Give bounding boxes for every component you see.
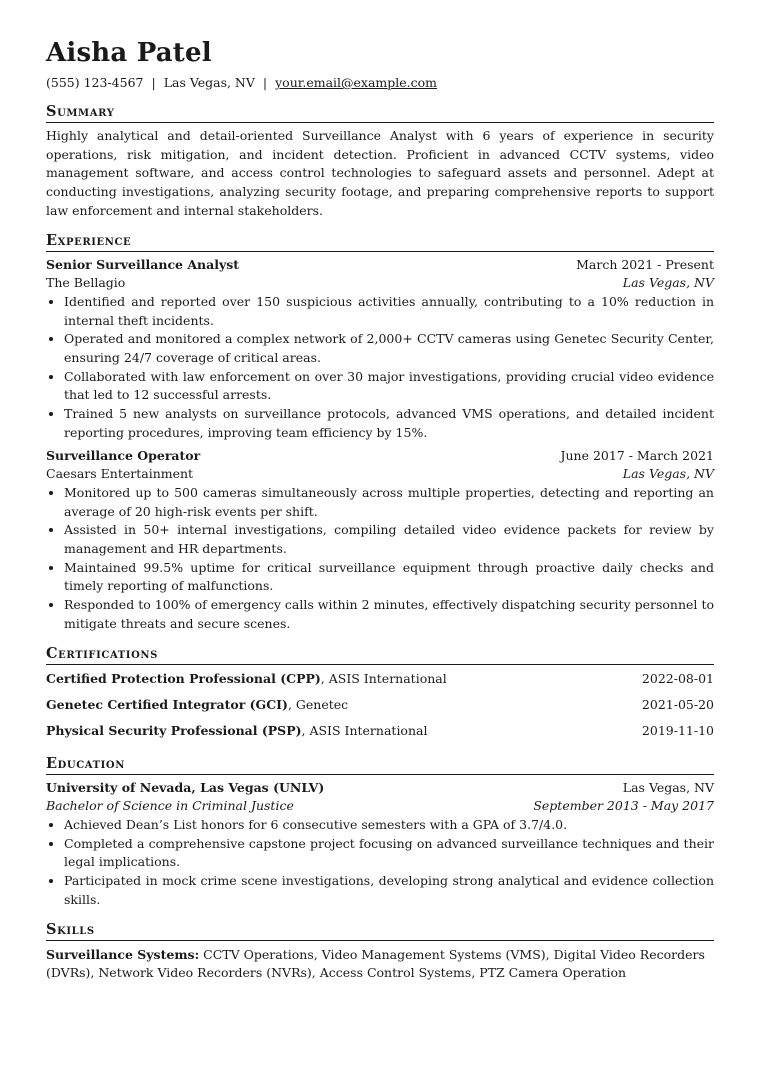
bullet-item: • Maintained 99.5% uptime for critical surveillance equipment through proactive daily checks and timely reporting of malfunctions. (64, 559, 714, 596)
summary-text: Highly analytical and detail-oriented Surveillance Analyst with 6 years of experience in security operations, risk mitigation, and incident detection. Proficient in advanced CCTV systems, video management software, and access control technologies to safeguard assets and personnel. Adept at conducting investigations, analyzing security footage, and preparing comprehensive reports to support law enforcement and internal stakeholders. (46, 128, 714, 218)
job-subheader (46, 465, 714, 484)
job-bullets (46, 484, 714, 634)
certification-date: 2019-11-10 (641, 722, 714, 738)
bullet-item: • Trained 5 new analysts on surveillance protocols, advanced VMS operations, and detailed incident reporting procedures, improving team efficiency by 15%. (64, 405, 714, 442)
job-bullets (46, 293, 714, 443)
job-dates: March 2021 - Present (576, 256, 714, 272)
job-role: Surveillance Operator (46, 447, 201, 463)
job-role: Senior Surveillance Analyst (46, 256, 240, 272)
section-title-skills: Skills (46, 920, 714, 941)
job-location: Las Vegas, NV (622, 275, 714, 291)
job-location: Las Vegas, NV (622, 466, 714, 482)
job-entry (46, 256, 714, 443)
certification-name: Physical Security Professional (PSP) (46, 722, 302, 738)
job-entry (46, 447, 714, 634)
job-company: The Bellagio (46, 275, 126, 291)
bullet-item: • Assisted in 50+ internal investigations, compiling detailed video evidence packets for review by management and HR departments. (64, 521, 714, 558)
phone-number: (555) 123-4567 (46, 75, 144, 90)
school-location: Las Vegas, NV (622, 779, 714, 795)
certification-date: 2022-08-01 (641, 670, 714, 686)
job-company: Caesars Entertainment (46, 466, 194, 482)
bullet-item: • Achieved Dean’s List honors for 6 consecutive semesters with a GPA of 3.7/4.0. (64, 816, 714, 835)
skills-line (46, 946, 714, 983)
section-title-certifications: Certifications (46, 644, 714, 665)
education-bullets (46, 816, 714, 910)
section-title-education: Education (46, 754, 714, 775)
candidate-name: Aisha Patel (46, 38, 212, 68)
bullet-item: • Collaborated with law enforcement on over 30 major investigations, providing crucial video evidence that led to 12 successful arrests. (64, 368, 714, 405)
email-link[interactable]: your.email@example.com (275, 75, 438, 90)
education-header (46, 779, 714, 798)
job-header (46, 256, 714, 275)
separator: | (262, 75, 268, 90)
degree-name: Bachelor of Science in Criminal Justice (46, 798, 294, 814)
bullet-item: • Responded to 100% of emergency calls within 2 minutes, effectively dispatching security personnel to mitigate threats and secure scenes. (64, 596, 714, 633)
education-dates: September 2013 - May 2017 (533, 798, 714, 814)
bullet-item: • Completed a comprehensive capstone project focusing on advanced surveillance techniques and their legal implications. (64, 835, 714, 872)
certification-item (46, 666, 714, 692)
job-dates: June 2017 - March 2021 (560, 447, 714, 463)
certification-issuer: , ASIS International (301, 722, 428, 738)
location: Las Vegas, NV (163, 75, 255, 90)
bullet-item: • Participated in mock crime scene investigations, developing strong analytical and evidence collection skills. (64, 872, 714, 909)
certification-date: 2021-05-20 (641, 696, 714, 712)
contact-line (46, 74, 714, 92)
certification-issuer: , Genetec (287, 696, 349, 712)
certification-item (46, 692, 714, 718)
certification-list (46, 666, 714, 744)
certification-name: Certified Protection Professional (CPP) (46, 670, 321, 686)
education-subheader (46, 797, 714, 816)
bullet-item: • Operated and monitored a complex network of 2,000+ CCTV cameras using Genetec Security Center, ensuring 24/7 coverage of critical areas. (64, 330, 714, 367)
skills-list: CCTV Operations, Video Management Systems (VMS), Digital Video Recorders (DVRs), Network Video Recorders (NVRs), Access Control Systems, PTZ Camera Operation (46, 946, 705, 981)
job-subheader (46, 274, 714, 293)
certification-name: Genetec Certified Integrator (GCI) (46, 696, 288, 712)
section-title-summary: Summary (46, 102, 714, 123)
certification-item (46, 718, 714, 744)
separator: | (151, 75, 156, 90)
school-name: University of Nevada, Las Vegas (UNLV) (46, 779, 325, 795)
bullet-item: • Monitored up to 500 cameras simultaneously across multiple properties, detecting and reporting an average of 20 high-risk events per shift. (64, 484, 714, 521)
skills-category: Surveillance Systems: (46, 946, 200, 962)
job-header (46, 447, 714, 466)
certification-issuer: , ASIS International (320, 670, 447, 686)
bullet-item: • Identified and reported over 150 suspicious activities annually, contributing to a 10% reduction in internal theft incidents. (64, 293, 714, 330)
section-title-experience: Experience (46, 231, 714, 252)
